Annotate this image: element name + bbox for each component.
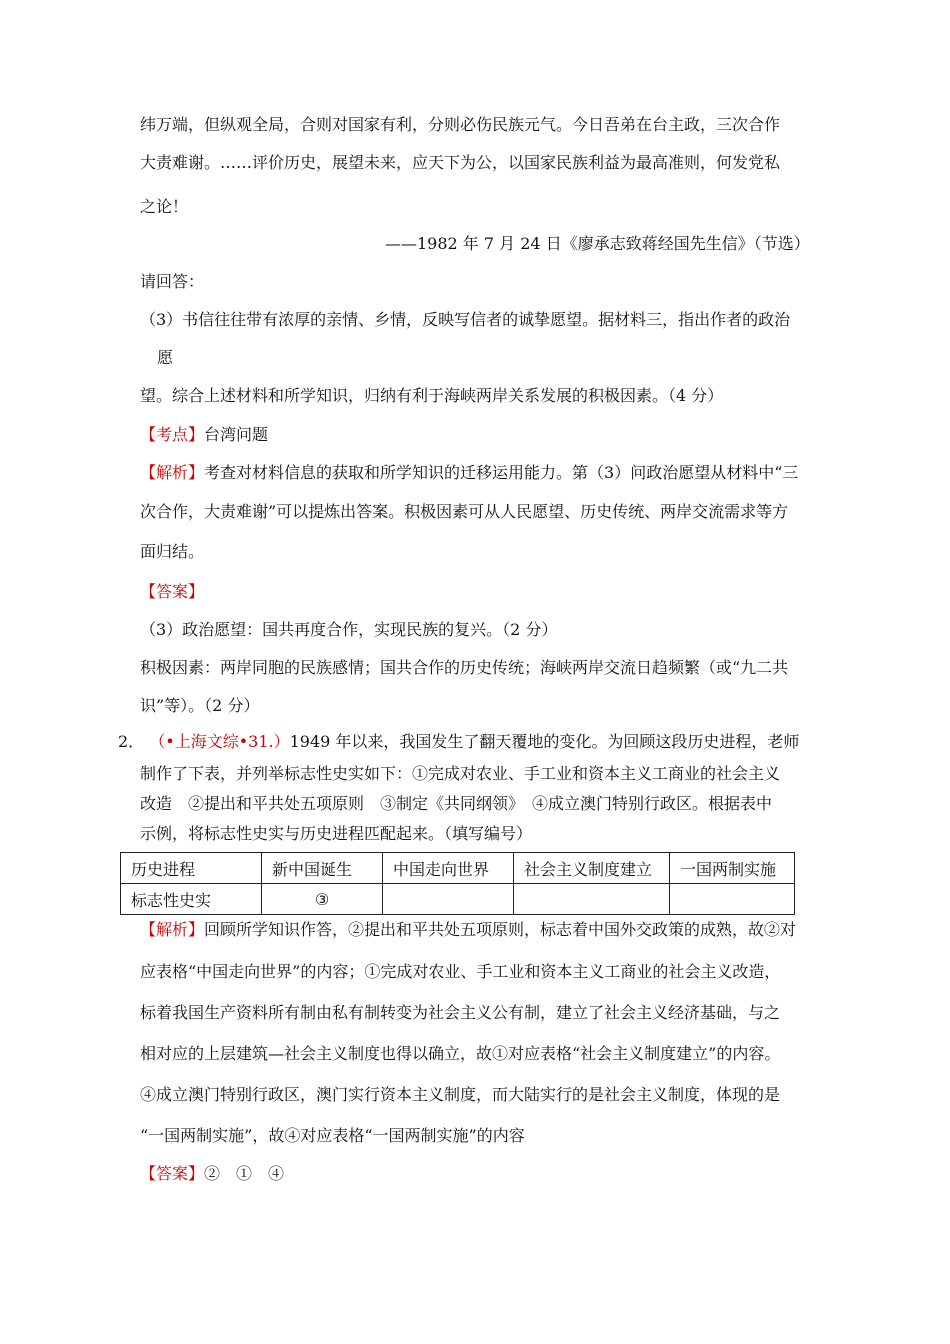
jiexi (140, 920, 796, 940)
answer (140, 1164, 284, 1184)
question-text: 愿 (157, 348, 174, 367)
table-cell (514, 884, 670, 915)
table-cell (670, 884, 795, 915)
jiexi-text: 回顾所学知识作答，②提出和平共处五项原则，标志着中国外交政策的成熟，故②对 (204, 920, 797, 939)
question-text: （3）书信往往带有浓厚的亲情、乡情，反映写信者的诚挚愿望。据材料三，指出作者的政治 (140, 310, 791, 329)
table-header-cell: 一国两制实施 (670, 853, 795, 884)
kaodian-text: 台湾问题 (204, 425, 269, 444)
table-header-cell: 新中国诞生 (262, 853, 383, 884)
material-line: 之论！ (140, 197, 189, 216)
jiexi-text: 考查对材料信息的获取和所学知识的迁移运用能力。第（3）问政治愿望从材料中“三 (204, 463, 799, 482)
table-header-cell: 社会主义制度建立 (514, 853, 670, 884)
kaodian-label: 【考点】 (140, 425, 205, 444)
question-source-tag: （•上海文综•31.） (149, 732, 290, 751)
material-source: ——1982 年 7 月 24 日《廖承志致蒋经国先生信》（节选） (385, 234, 810, 253)
kaodian (140, 425, 268, 445)
table-cell: 标志性史实 (121, 884, 262, 915)
table-cell: ③ (262, 884, 383, 915)
question-2 (118, 732, 799, 752)
answer-text: 识”等）。（2 分） (140, 696, 260, 715)
question-text: 改造 ②提出和平共处五项原则 ③制定《共同纲领》 ④成立澳门特别行政区。根据表中 (140, 794, 773, 813)
jiexi (140, 463, 798, 483)
jiexi-label: 【解析】 (140, 920, 205, 939)
jiexi-text: 相对应的上层建筑—社会主义制度也得以确立，故①对应表格“社会主义制度建立”的内容。 (140, 1044, 781, 1063)
question-text: 制作了下表，并列举标志性史实如下：①完成对农业、手工业和资本主义工商业的社会主义 (140, 764, 781, 783)
table-cell (383, 884, 514, 915)
history-table (120, 852, 795, 915)
answer-label: 【答案】 (140, 1164, 205, 1183)
table-header-cell: 中国走向世界 (383, 853, 514, 884)
jiexi-text: 标着我国生产资料所有制由私有制转变为社会主义公有制，建立了社会主义经济基础，与之 (140, 1003, 781, 1022)
question-text: 1949 年以来，我国发生了翻天覆地的变化。为回顾这段历史进程，老师 (289, 732, 800, 751)
jiexi-text: 面归结。 (140, 542, 205, 561)
jiexi-text: 应表格“中国走向世界”的内容；①完成对农业、手工业和资本主义工商业的社会主义改造， (140, 962, 781, 981)
jiexi-text: ④成立澳门特别行政区，澳门实行资本主义制度，而大陆实行的是社会主义制度，体现的是 (140, 1085, 781, 1104)
jiexi-text: 次合作，大责难谢”可以提炼出答案。积极因素可从人民愿望、历史传统、两岸交流需求等方 (140, 502, 789, 521)
question-text: 示例，将标志性史实与历史进程匹配起来。（填写编号） (140, 824, 533, 843)
answer-text: ② ① ④ (204, 1164, 285, 1183)
answer-text: （3）政治愿望：国共再度合作，实现民族的复兴。（2 分） (140, 620, 558, 639)
answer-label: 【答案】 (140, 582, 205, 601)
jiexi-text: “一国两制实施”，故④对应表格“一国两制实施”的内容 (140, 1126, 525, 1145)
material-line: 纬万端，但纵观全局，合则对国家有利，分则必伤民族元气。今日吾弟在台主政，三次合作 (140, 115, 781, 134)
question-number: 2． (118, 732, 145, 751)
table-row (121, 853, 795, 884)
question-text: 望。综合上述材料和所学知识，归纳有利于海峡两岸关系发展的积极因素。（4 分） (140, 386, 724, 405)
answer-text: 积极因素：两岸同胞的民族感情；国共合作的历史传统；海峡两岸交流日趋频繁（或“九二共 (140, 658, 789, 677)
jiexi-label: 【解析】 (140, 463, 205, 482)
table-header-cell: 历史进程 (121, 853, 262, 884)
question-prompt: 请回答： (140, 272, 205, 291)
table-row (121, 884, 795, 915)
material-line: 大责难谢。……评价历史，展望未来，应天下为公，以国家民族利益为最高准则，何发党私 (140, 153, 781, 172)
